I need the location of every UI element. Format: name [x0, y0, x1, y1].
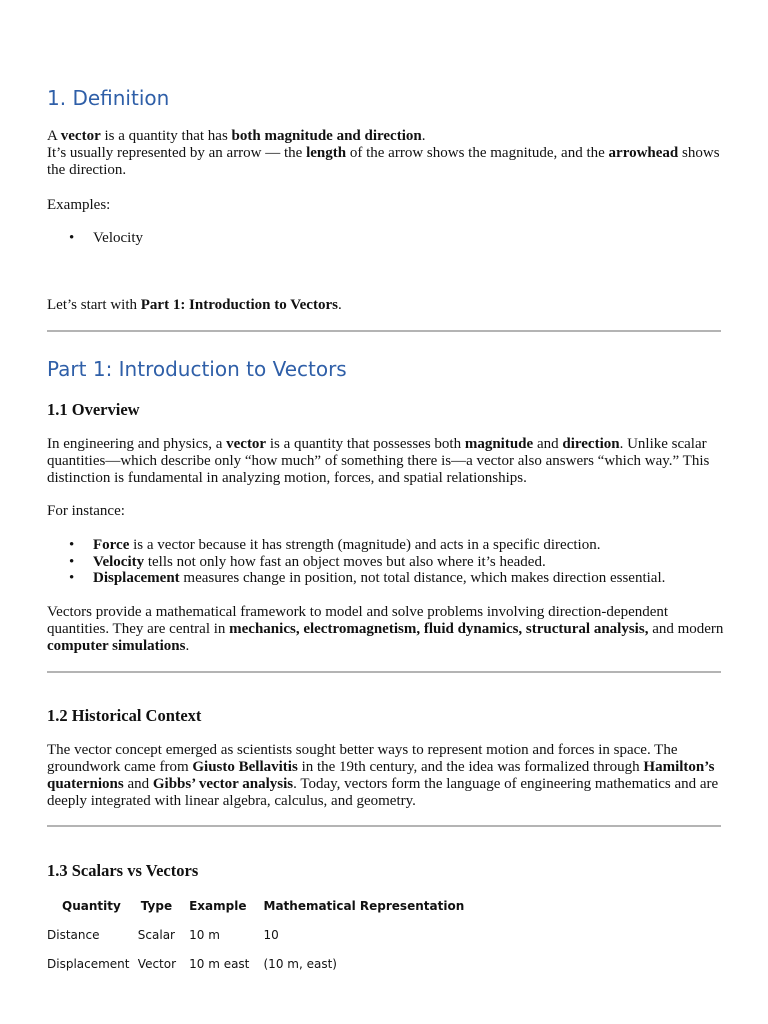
- table-row: [44, 950, 467, 979]
- list-item: • Force is a vector because it has strength (magnitude) and acts in a specific direction.: [47, 537, 665, 554]
- divider: [47, 330, 721, 332]
- scalars-vectors-table: [44, 893, 467, 979]
- for-instance-label: For instance:: [47, 503, 125, 519]
- table-cell: Scalar: [137, 927, 175, 942]
- column-header: Example: [189, 899, 247, 913]
- vectors-framework-paragraph: Vectors provide a mathematical framework to model and solve problems involving direction-dependent quantities. They are central in mechanics, electromagnetism, fluid dynamics, structural analysis, and modern computer simulations.: [47, 604, 724, 654]
- table-cell: 10: [263, 927, 279, 942]
- overview-paragraph: In engineering and physics, a vector is a quantity that possesses both magnitude and direction. Unlike scalar quantities—which describe only “how much” of something there is—a vector also answers “which way.” This distinction is fundamental in analyzing motion, forces, and spatial relationships.: [47, 436, 710, 486]
- list-item: • Velocity tells not only how fast an object moves but also where it’s headed.: [47, 554, 665, 571]
- overview-heading: 1.1 Overview: [47, 400, 140, 419]
- overview-bullets: [47, 537, 665, 587]
- table-cell: Distance: [47, 927, 100, 942]
- history-heading: 1.2 Historical Context: [47, 706, 202, 725]
- table-header-row: [44, 893, 467, 921]
- definition-paragraph: A vector is a quantity that has both magnitude and direction. It’s usually represented by an arrow — the length of the arrow shows the magnitude, and the arrowhead shows the direction.: [47, 128, 720, 178]
- part1-heading: Part 1: Introduction to Vectors: [47, 357, 347, 381]
- scalars-vectors-heading: 1.3 Scalars vs Vectors: [47, 861, 199, 880]
- examples-label: Examples:: [47, 197, 111, 213]
- table-cell: (10 m, east): [263, 956, 337, 971]
- table-cell: 10 m east: [189, 956, 250, 971]
- list-item: • Velocity: [47, 230, 143, 247]
- examples-list: [47, 230, 143, 247]
- table-cell: Vector: [137, 956, 177, 971]
- list-item: • Displacement measures change in position, not total distance, which makes direction essential.: [47, 570, 665, 587]
- history-paragraph: The vector concept emerged as scientists sought better ways to represent motion and forces in space. The groundwork came from Giusto Bellavitis in the 19th century, and the idea was formalized through Hamilton’s quaternions and Gibbs’ vector analysis. Today, vectors form the language of engineering mathematics and are deeply integrated with linear algebra, calculus, and geometry.: [47, 742, 719, 809]
- divider: [47, 671, 721, 673]
- column-header: Type: [140, 899, 173, 913]
- divider: [47, 825, 721, 827]
- table-cell: 10 m: [189, 927, 220, 942]
- column-header: Mathematical Representation: [263, 899, 465, 913]
- table-row: [44, 921, 467, 950]
- start-paragraph: Let’s start with Part 1: Introduction to Vectors.: [47, 297, 342, 313]
- column-header: Quantity: [62, 899, 121, 913]
- table-cell: Displacement: [47, 956, 130, 971]
- definition-heading: 1. Definition: [47, 86, 170, 110]
